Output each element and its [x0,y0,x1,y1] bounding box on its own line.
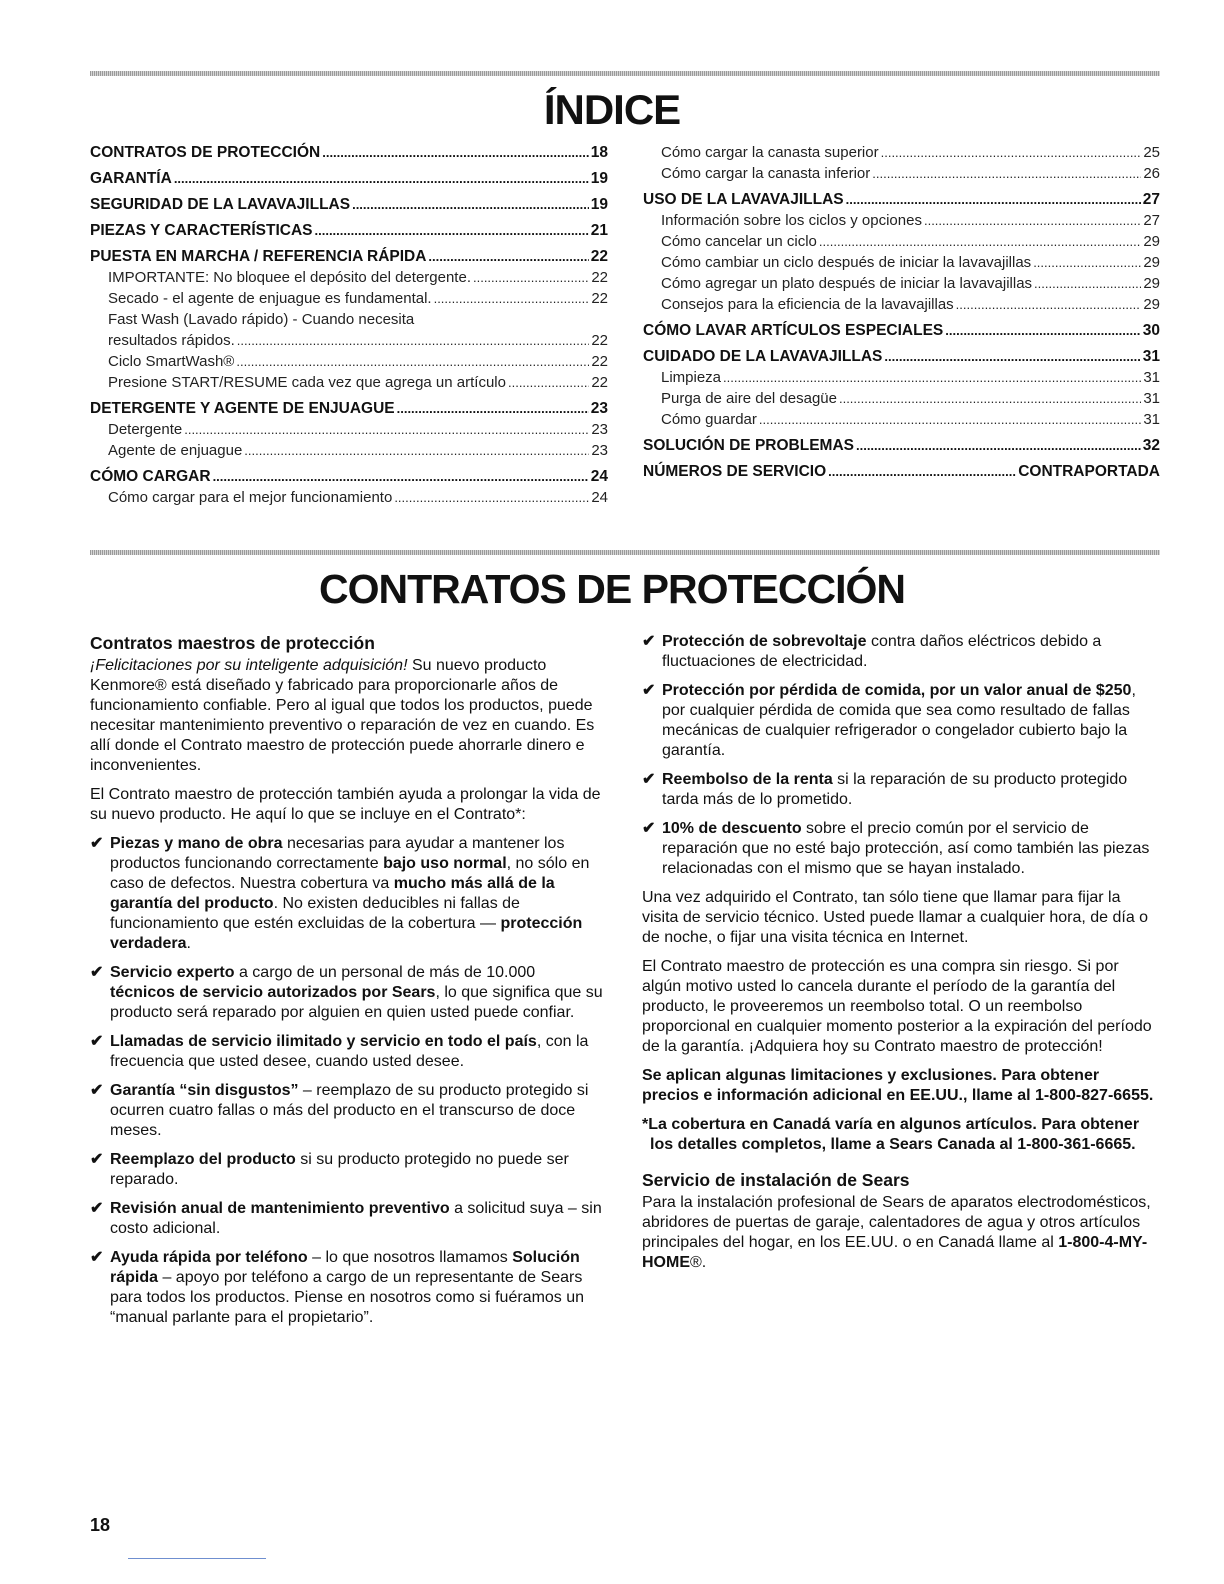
toc-leader-dots [397,398,589,419]
toc-entry [643,189,1160,210]
benefit-item [642,632,1160,672]
toc-entry-label: Presione START/RESUME cada vez que agrega un artículo [108,374,506,391]
benefit-text: sobre el precio común por el servicio de reparación que no esté bajo protección, así como también las piezas relacionadas con el mismo que se hayan instalado. [662,820,1150,877]
toc-entry [643,461,1160,482]
check-icon: ✔ [90,1082,104,1099]
call-paragraph: Una vez adquirido el Contrato, tan sólo tiene que llamar para fijar la visita de servicio técnico. Usted puede llamar a cualquier hora, de día o de noche, o fijar una visita técnica en Internet. [642,889,1149,946]
toc-entry-label: Consejos para la eficiencia de la lavavajillas [661,296,954,313]
toc-leader-dots [428,246,588,267]
toc-entry-page: 19 [590,170,608,187]
benefit-text: Solución rápida [110,1249,580,1286]
benefit-text: , por cualquier pérdida de comida que sea como resultado de fallas mecánicas de cualquier refrigerador o congelador cubierto bajo la garantía. [662,682,1136,759]
toc-entry-page: 26 [1143,165,1160,182]
toc-entry-label: Limpieza [661,369,722,386]
toc-leader-dots [872,163,1141,184]
toc-entry-page: 22 [591,332,608,349]
toc-entry [90,288,608,309]
benefit-text: – apoyo por teléfono a cargo de un representante de Sears para todos los productos. Piense en nosotros como si fuéramos un “manual parlante para el propietario”. [110,1269,585,1326]
toc-leader-dots [839,388,1141,409]
toc-leader-dots [819,231,1141,252]
benefit-text: Piezas y mano de obra [110,835,283,852]
toc-entry [643,163,1160,184]
toc-entry-label: Cómo agregar un plato después de iniciar la lavavajillas [661,275,1033,292]
toc-entry-page: 31 [1143,411,1160,428]
benefit-item [90,1032,604,1072]
benefit-item [90,963,604,1023]
check-icon: ✔ [90,1200,104,1217]
toc-entry [90,330,608,351]
benefit-item [90,834,604,954]
toc-entry-label: PUESTA EN MARCHA / REFERENCIA RÁPIDA [90,248,427,265]
benefit-text: Ayuda rápida por teléfono [110,1249,308,1266]
toc-entry [90,398,608,419]
toc-entry-label: DETERGENTE Y AGENTE DE ENJUAGUE [90,400,395,417]
toc-entry [643,252,1160,273]
toc-entry-page: 27 [1143,212,1160,229]
toc-entry [643,231,1160,252]
section-left-column [90,632,604,1337]
toc-entry-label: CUIDADO DE LA LAVAVAJILLAS [643,348,883,365]
toc-entry [643,294,1160,315]
toc-leader-dots [723,367,1141,388]
toc-entry-label: CÓMO CARGAR [90,468,211,485]
toc-leader-dots [881,142,1142,163]
toc-entry-page: 31 [1143,390,1160,407]
toc-entry [643,409,1160,430]
toc-leader-dots [945,320,1140,341]
toc-leader-dots [508,372,589,393]
toc-entry [90,487,608,508]
subheading-installation: Servicio de instalación de Sears [642,1170,910,1190]
toc-leader-dots [828,461,1016,482]
benefit-text: si la reparación de su producto protegido tarda más de lo prometido. [662,771,1128,808]
section-title: CONTRATOS DE PROTECCIÓN [319,566,905,612]
toc-leader-dots [244,440,589,461]
benefit-text: Reembolso de la renta [662,771,833,788]
benefit-text: – lo que nosotros llamamos [307,1249,513,1266]
toc-entry-page: 32 [1142,437,1160,454]
toc-entry-label: PIEZAS Y CARACTERÍSTICAS [90,222,313,239]
benefit-text: Revisión anual de mantenimiento preventivo [110,1200,450,1217]
toc-entry-page: 18 [590,144,608,161]
toc-entry-label: GARANTÍA [90,170,172,187]
toc-entry [90,309,608,330]
check-icon: ✔ [642,633,656,650]
limitations-paragraph: Se aplican algunas limitaciones y exclusiones. Para obtener precios e información adicional en EE.UU., llame al 1-800-827-6655. [642,1067,1154,1104]
toc-entry-label: Cómo cargar la canasta inferior [661,165,871,182]
contract-paragraph: El Contrato maestro de protección también ayuda a prolongar la vida de su nuevo producto. He aquí lo que se incluye en el Contrato*: [90,786,601,823]
toc-entry-label: NÚMEROS DE SERVICIO [643,463,827,480]
benefit-text: Reemplazo del producto [110,1151,296,1168]
toc-entry-page: 22 [590,248,608,265]
toc-leader-dots [394,487,589,508]
toc-entry-label: Secado - el agente de enjuague es fundamental. [108,290,432,307]
toc-entry [90,194,608,215]
toc-entry-page: 25 [1143,144,1160,161]
benefit-text: Protección de sobrevoltaje [662,633,867,650]
toc-entry-page: 24 [590,468,608,485]
toc-leader-dots [315,220,589,241]
toc-entry-page: 23 [591,421,608,438]
toc-entry-page: 27 [1142,191,1160,208]
toc-entry-label: CONTRATOS DE PROTECCIÓN [90,144,321,161]
toc-entry-label: Información sobre los ciclos y opciones [661,212,922,229]
benefit-text: 10% de descuento [662,820,802,837]
footer-line [128,1558,266,1559]
benefit-text: Protección por pérdida de comida, por un valor anual de $250 [662,682,1132,699]
toc-entry-page: 22 [591,290,608,307]
benefit-text: , lo que significa que su producto será reparado por alguien en quien usted puede confiar. [110,984,603,1021]
benefit-text: mucho más allá de la garantía del producto [110,875,555,912]
toc-title: ÍNDICE [543,86,681,133]
installation-text: 1-800-4-MY-HOME [642,1234,1148,1271]
toc-leader-dots [1033,252,1141,273]
check-icon: ✔ [90,1033,104,1050]
toc-entry-page: 29 [1143,233,1160,250]
benefit-text: contra daños eléctricos debido a fluctuaciones de electricidad. [662,633,1102,670]
toc-leader-dots [184,419,589,440]
check-icon: ✔ [642,771,656,788]
benefit-text: protección verdadera [110,915,583,952]
benefit-text: – reemplazo de su producto protegido si ocurren cuatro fallas o más del producto en el transcurso de doce meses. [110,1082,589,1139]
toc-entry [643,210,1160,231]
toc-entry [643,320,1160,341]
check-icon: ✔ [90,835,104,852]
toc-entry-page: 29 [1143,296,1160,313]
toc-entry-label: Purga de aire del desagüe [661,390,837,407]
toc-entry-label: Cómo cancelar un ciclo [661,233,817,250]
check-icon: ✔ [642,820,656,837]
benefit-item [642,770,1160,810]
toc-leader-dots [856,435,1141,456]
toc-entry-label: Cómo guardar [661,411,757,428]
toc-entry [90,246,608,267]
toc-entry [90,440,608,461]
benefit-text: , no sólo en caso de defectos. Nuestra cobertura va [110,855,590,892]
toc-entry-page: 31 [1143,369,1160,386]
toc-leader-dots [1034,273,1141,294]
installation-paragraph [642,1193,1160,1273]
toc-entry-label: IMPORTANTE: No bloquee el depósito del detergente. [108,269,471,286]
benefit-text: a solicitud suya – sin costo adicional. [110,1200,602,1237]
toc-entry-page: 31 [1142,348,1160,365]
benefit-text: necesarias para ayudar a mantener los productos funcionando correctamente [110,835,565,872]
toc-entry-page: 22 [591,374,608,391]
installation-text: ®. [690,1254,707,1271]
toc-entry-page: CONTRAPORTADA [1018,463,1160,480]
benefit-item [90,1081,604,1141]
toc-entry [643,367,1160,388]
toc-entry-page: 29 [1143,275,1160,292]
toc-leader-dots [237,330,590,351]
toc-entry-page: 22 [591,353,608,370]
toc-leader-dots [236,351,589,372]
benefit-text: técnicos de servicio autorizados por Sears [110,984,436,1001]
toc-entry-label: CÓMO LAVAR ARTÍCULOS ESPECIALES [643,322,944,339]
toc-entry [90,466,608,487]
benefit-text: Llamadas de servicio ilimitado y servicio en todo el país [110,1033,537,1050]
benefit-item [642,819,1160,879]
benefit-item [90,1150,604,1190]
toc-entry-label: Detergente [108,421,183,438]
toc-entry [90,220,608,241]
toc-entry-label: USO DE LA LAVAVAJILLAS [643,191,844,208]
toc-entry [643,388,1160,409]
toc-right-column [643,142,1160,482]
benefit-item [90,1248,604,1328]
toc-entry [90,372,608,393]
toc-entry-label: Agente de enjuague [108,442,243,459]
toc-leader-dots [174,168,589,189]
toc-leader-dots [759,409,1141,430]
benefit-text: Garantía “sin disgustos” [110,1082,299,1099]
toc-entry [90,419,608,440]
toc-entry-label: SEGURIDAD DE LA LAVAVAJILLAS [90,196,351,213]
benefit-text: . No existen deducibles ni fallas de funcionamiento que estén excluidas de la cobertura — [110,895,520,932]
toc-entry-label: Fast Wash (Lavado rápido) - Cuando necesita [108,311,415,328]
intro-paragraph: ¡Felicitaciones por su inteligente adquisición! Su nuevo producto Kenmore® está diseñado y fabricado para proporcionarle años de funcionamiento confiable. Pero al igual que todos los productos, puede necesitar mantenimiento preventivo o reparación de vez en cuando. Es allí donde el Contrato maestro de protección puede ahorrarle dinero e inconvenientes. [90,657,595,774]
toc-entry [643,435,1160,456]
toc-leader-dots [213,466,589,487]
toc-entry-label: Ciclo SmartWash® [108,353,235,370]
toc-entry [643,142,1160,163]
section-divider [90,550,1160,555]
risk-free-paragraph: El Contrato maestro de protección es una compra sin riesgo. Si por algún motivo usted lo cancela durante el período de la garantía del producto, le proveeremos un reembolso total. O un reembolso proporcional en cualquier momento posterior a la expiración del período de la garantía. ¡Adquiera hoy su Contrato maestro de protección! [642,958,1152,1055]
subheading-master-contracts: Contratos maestros de protección [90,633,375,653]
toc-entry-page: 22 [591,269,608,286]
benefit-text: . [186,935,191,952]
toc-entry [90,142,608,163]
toc-entry-page: 23 [591,442,608,459]
toc-entry-page: 24 [591,489,608,506]
toc-leader-dots [924,210,1141,231]
benefit-text: , con la frecuencia que usted desee, cuando usted desee. [110,1033,589,1070]
benefit-item [642,681,1160,761]
toc-entry [643,346,1160,367]
check-icon: ✔ [642,682,656,699]
toc-entry-page: 29 [1143,254,1160,271]
benefit-text: si su producto protegido no puede ser reparado. [110,1151,569,1188]
toc-entry-page: 21 [590,222,608,239]
toc-entry-label: Cómo cargar la canasta superior [661,144,879,161]
check-icon: ✔ [90,964,104,981]
benefit-text: Servicio experto [110,964,235,981]
toc-entry-label: Cómo cambiar un ciclo después de iniciar la lavavajillas [661,254,1032,271]
toc-entry-page: 30 [1142,322,1160,339]
benefit-text: bajo uso normal [383,855,507,872]
toc-entry-label: resultados rápidos. [108,332,235,349]
toc-entry [90,351,608,372]
toc-entry [90,168,608,189]
benefit-text: a cargo de un personal de más de 10.000 [234,964,536,981]
toc-entry-page: 23 [590,400,608,417]
section-right-column [642,632,1160,1282]
toc-leader-dots [434,288,590,309]
benefit-item [90,1199,604,1239]
check-icon: ✔ [90,1151,104,1168]
installation-text: Para la instalación profesional de Sears de aparatos electrodomésticos, abridores de puertas de garaje, calentadores de agua y otros artículos principales del hogar, en los EE.UU. o en Canadá llame al [642,1194,1151,1251]
toc-leader-dots [473,267,589,288]
check-icon: ✔ [90,1249,104,1266]
toc-entry-label: SOLUCIÓN DE PROBLEMAS [643,437,854,454]
page-number: 18 [90,1515,111,1535]
top-divider [90,71,1160,76]
toc-leader-dots [956,294,1142,315]
toc-leader-dots [352,194,589,215]
toc-leader-dots [846,189,1141,210]
toc-leader-dots [322,142,589,163]
toc-entry-page: 19 [590,196,608,213]
toc-left-column [90,142,608,508]
toc-entry-label: Cómo cargar para el mejor funcionamiento [108,489,393,506]
toc-entry [643,273,1160,294]
toc-leader-dots [884,346,1140,367]
toc-entry [90,267,608,288]
canada-paragraph: *La cobertura en Canadá varía en algunos artículos. Para obtener los detalles completos, llame a Sears Canada al 1-800-361-6665. [642,1116,1140,1153]
